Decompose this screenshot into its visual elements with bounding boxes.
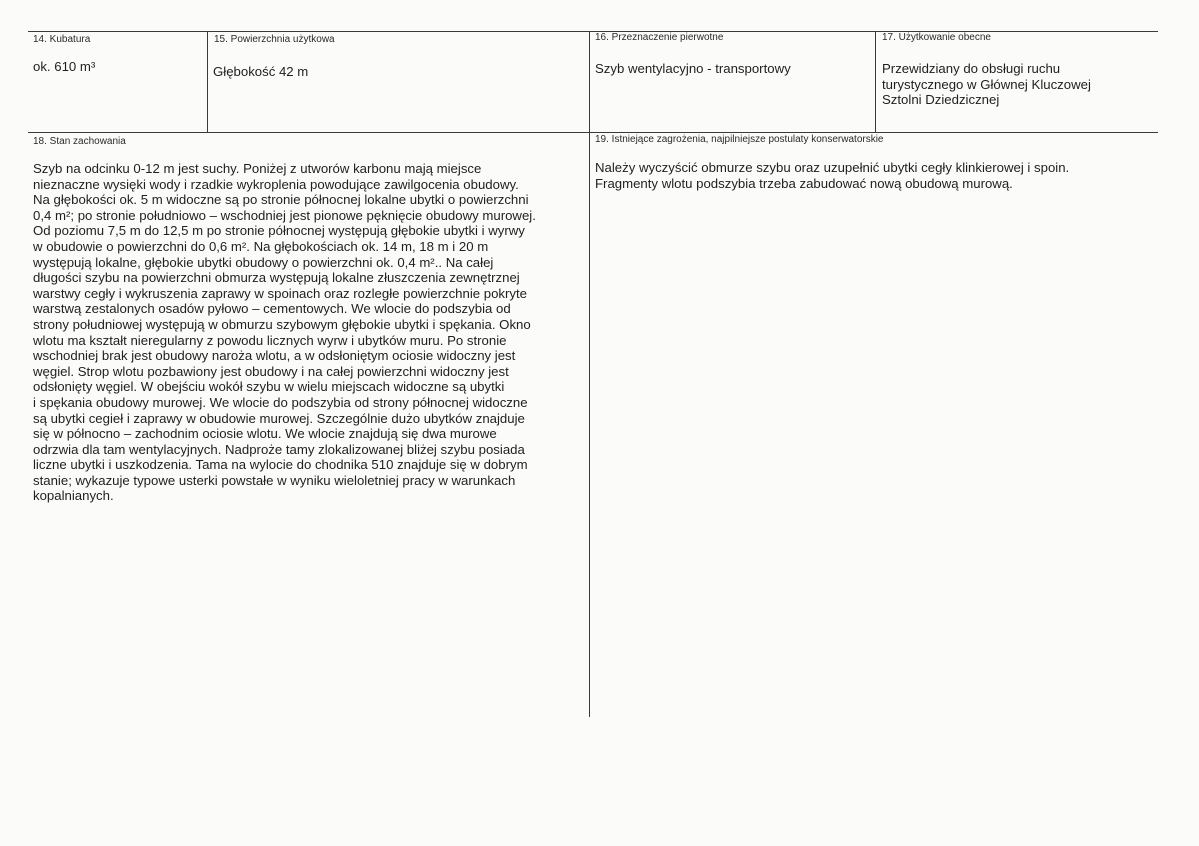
column-divider-2 [589, 31, 590, 717]
field-value-powierzchnia: Głębokość 42 m [213, 64, 309, 79]
column-divider-1 [207, 31, 208, 132]
field-label-zagrozenia: 19. Istniejące zagrożenia, najpilniejsze postulaty konserwatorskie [595, 134, 884, 145]
field-value-stan-zachowania: Szyb na odcinku 0-12 m jest suchy. Poniżej z utworów karbonu mają miejsce nieznaczne wysięki wody i rzadkie wykroplenia powodujące zawilgocenia obudowy. Na głębokości ok. 5 m widoczne są po stronie północnej lokalne ubytki o powierzchni 0,4 m²; po stronie południowo – wschodniej jest pionowe pęknięcie obudowy murowej. Od poziomu 7,5 m do 12,5 m po stronie północnej występują głębokie ubytki i wyrwy w obudowie o powierzchni do 0,6 m². Na głębokościach ok. 14 m, 18 m i 20 m występują lokalne, głębokie ubytki obudowy o powierzchni ok. 0,4 m².. Na całej długości szybu na powierzchni obmurza występują lokalne złuszczenia zewnętrznej warstwy cegły i wykruszenia zaprawy w spoinach oraz rozległe powierzchnie pokryte warstwą zestalonych osadów pyłowo – cementowych. We wlocie do podszybia od strony południowej występują w obmurzu szybowym głębokie ubytki i spękania. Okno wlotu ma kształt nieregularny z powodu licznych wyrw i ubytków muru. Po stronie wschodniej brak jest obudowy naroża wlotu, a w odsłoniętym ociosie widoczny jest węgiel. Strop wlotu pozbawiony jest obudowy i na całej powierzchni widoczny jest odsłonięty węgiel. W obejściu wokół szybu w wielu miejscach widoczne są ubytki i spękania obudowy murowej. We wlocie do podszybia od strony północnej widoczne są ubytki cegieł i zaprawy w obudowie murowej. Szczególnie dużo ubytków znajduje się w północno – zachodnim ociosie wlotu. We wlocie znajdują się dwa murowe odrzwia dla tam wentylacyjnych. Nadproże tamy zlokalizowanej bliżej szybu posiada liczne ubytki i uszkodzenia. Tama na wylocie do chodnika 510 znajduje się w dobrym stanie; wykazuje typowe usterki powstałe w wyniku wieloletniej pracy w warunkach kopalnianych. [33, 161, 536, 504]
field-label-uzytkowanie: 17. Użytkowanie obecne [882, 32, 991, 43]
field-value-kubatura: ok. 610 m³ [33, 59, 96, 74]
field-value-przeznaczenie: Szyb wentylacyjno - transportowy [595, 61, 791, 76]
column-divider-3 [875, 31, 876, 132]
field-label-kubatura: 14. Kubatura [33, 34, 91, 45]
field-label-przeznaczenie: 16. Przeznaczenie pierwotne [595, 32, 724, 43]
field-label-powierzchnia: 15. Powierzchnia użytkowa [214, 34, 335, 45]
field-value-uzytkowanie: Przewidziany do obsługi ruchu turystycznego w Głównej Kluczowej Sztolni Dziedzicznej [882, 61, 1091, 108]
field-value-zagrozenia: Należy wyczyścić obmurze szybu oraz uzupełnić ubytki cegły klinkierowej i spoin. Fragmenty wlotu podszybia trzeba zabudować nową obudową murową. [595, 160, 1070, 191]
field-label-stan-zachowania: 18. Stan zachowania [33, 136, 126, 147]
table-row-divider [28, 132, 1158, 133]
